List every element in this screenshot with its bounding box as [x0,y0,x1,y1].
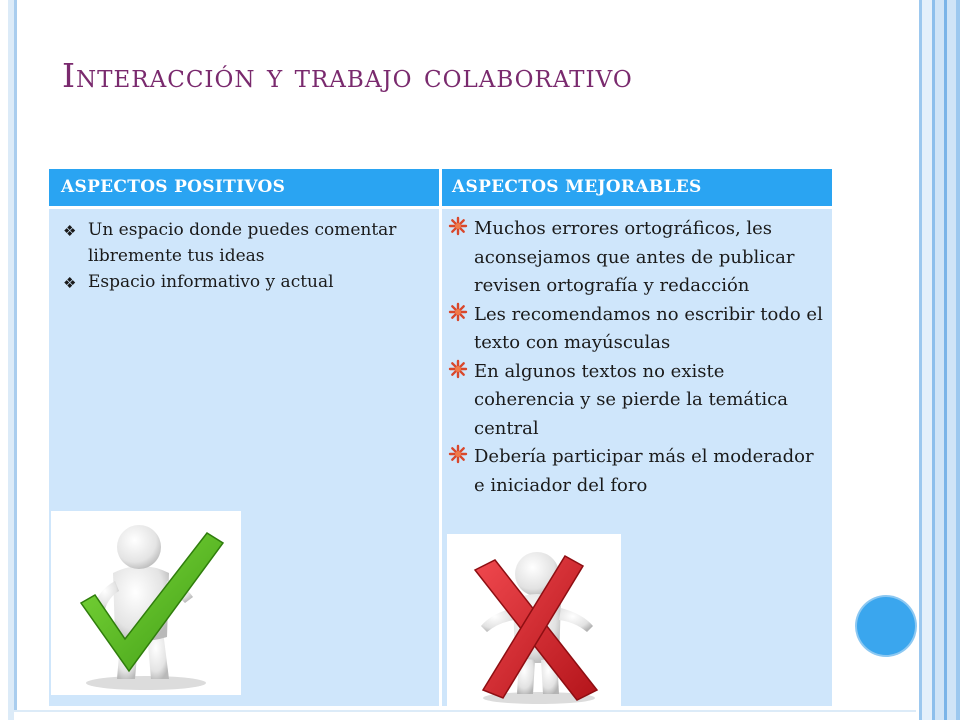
slide-frame-right-stripes [916,0,960,720]
list-item [449,215,824,301]
list-item-text: Espacio informativo y actual [88,272,334,292]
header-improvements: ASPECTOS MEJORABLES [452,177,702,197]
header-positives: ASPECTOS POSITIVOS [61,177,286,197]
list-item [63,217,433,269]
list-item-text: Un espacio donde puedes comentar libremente tus ideas [88,220,397,266]
red-x-figure-image [447,534,621,706]
improvements-list [449,215,824,500]
checkmark-figure-image [51,511,241,695]
star-bullet-icon [448,444,468,474]
list-item [63,269,433,295]
slide-frame-left [0,0,17,720]
column-divider [439,169,442,706]
star-bullet-icon [448,216,468,246]
diamond-bullet-icon: ❖ [63,274,77,292]
list-item-text: En algunos textos no existe coherencia y se pierde la temática central [474,360,788,439]
list-item-text: Muchos errores ortográficos, les aconsejamos que antes de publicar revisen ortografía y redacción [474,218,795,296]
slide-frame-bottom [14,710,916,720]
diamond-bullet-icon: ❖ [63,222,77,240]
list-item-text: Les recomendamos no escribir todo el texto con mayúsculas [474,303,823,353]
star-bullet-icon [448,359,468,389]
list-item-text: Debería participar más el moderador e iniciador del foro [474,446,814,496]
slide-title: Interacción y trabajo colaborativo [62,56,633,95]
list-item [449,301,824,358]
list-item [449,443,824,500]
list-item [449,358,824,444]
positives-list [63,217,433,295]
star-bullet-icon [448,302,468,332]
decorative-circle [857,597,915,655]
